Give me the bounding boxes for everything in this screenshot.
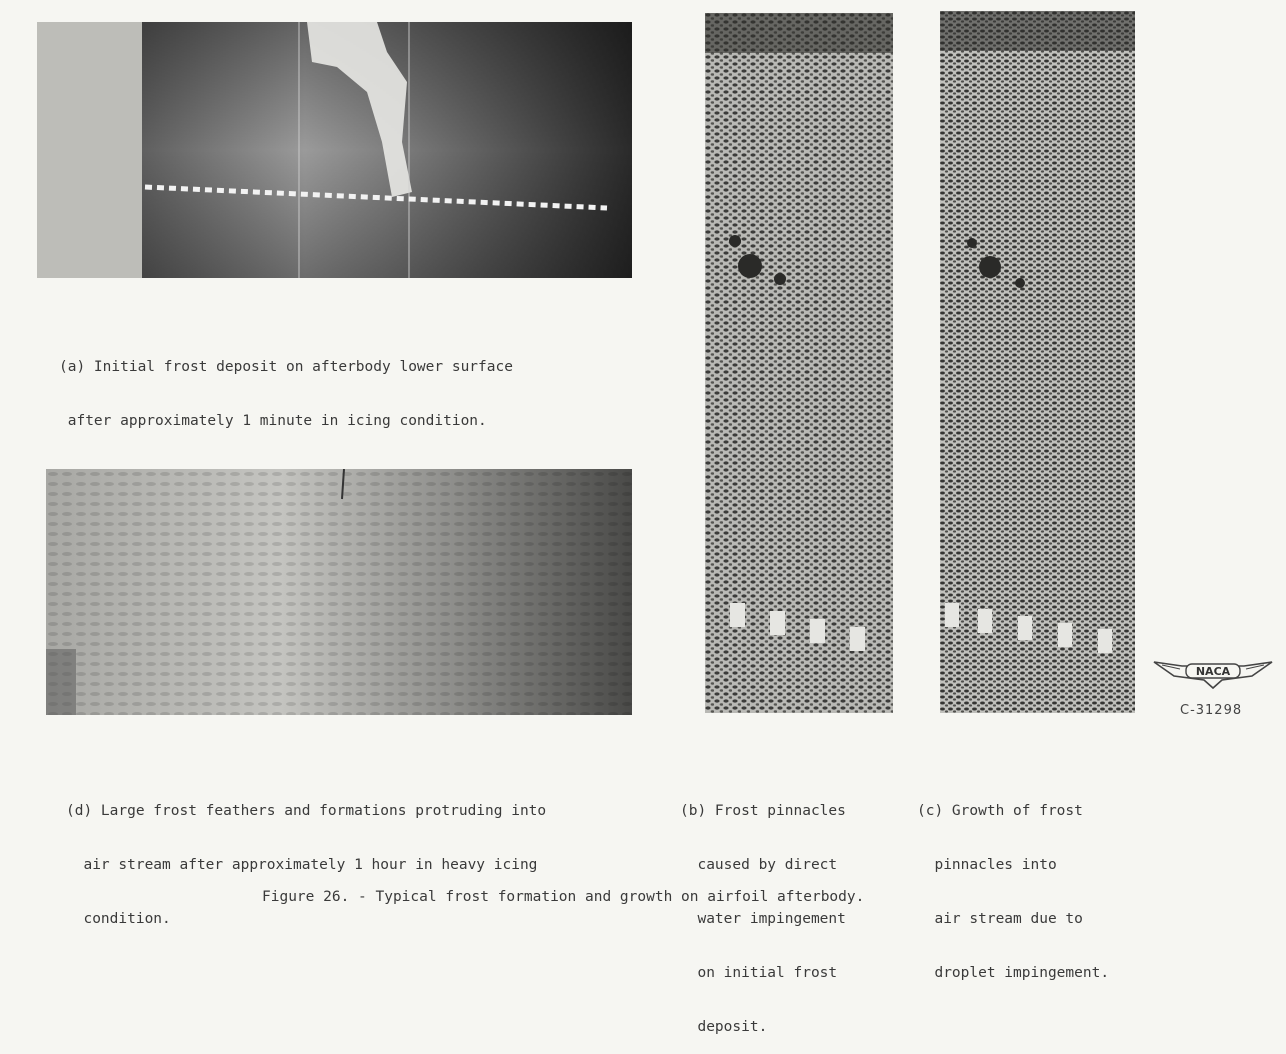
caption-a-line: after approximately 1 minute in icing condition. <box>59 413 487 429</box>
caption-c-line: droplet impingement. <box>917 965 1110 981</box>
photo-d-image <box>46 469 632 715</box>
caption-c <box>917 766 1109 1000</box>
caption-d <box>66 766 546 946</box>
caption-a <box>59 322 513 448</box>
caption-a-line: (a) Initial frost deposit on afterbody lower surface <box>59 359 513 375</box>
naca-logo-text: NACA <box>1195 665 1231 678</box>
caption-b-line: deposit. <box>680 1019 768 1035</box>
photo-b-frost-pinnacles <box>705 13 893 713</box>
caption-b <box>680 766 846 1054</box>
caption-d-line: condition. <box>66 911 171 927</box>
caption-c-line: air stream due to <box>917 911 1083 927</box>
photo-a-initial-frost <box>37 22 632 278</box>
photo-d-frost-feathers <box>46 469 632 715</box>
figure-caption: Figure 26. - Typical frost formation and growth on airfoil afterbody. <box>262 889 865 905</box>
photo-number: C-31298 <box>1180 703 1243 718</box>
photo-a-image <box>37 22 632 278</box>
caption-b-line: water impingement <box>680 911 846 927</box>
caption-d-line: air stream after approximately 1 hour in heavy icing <box>66 857 538 873</box>
photo-b-image <box>705 13 893 713</box>
caption-d-line: (d) Large frost feathers and formations protruding into <box>66 803 547 819</box>
caption-b-line: on initial frost <box>680 965 838 981</box>
photo-c-frost-growth <box>940 11 1135 713</box>
naca-logo <box>1152 656 1274 692</box>
caption-b-line: (b) Frost pinnacles <box>680 803 846 819</box>
caption-c-line: pinnacles into <box>917 857 1057 873</box>
caption-b-line: caused by direct <box>680 857 838 873</box>
caption-c-line: (c) Growth of frost <box>917 803 1083 819</box>
photo-c-image <box>940 11 1135 713</box>
